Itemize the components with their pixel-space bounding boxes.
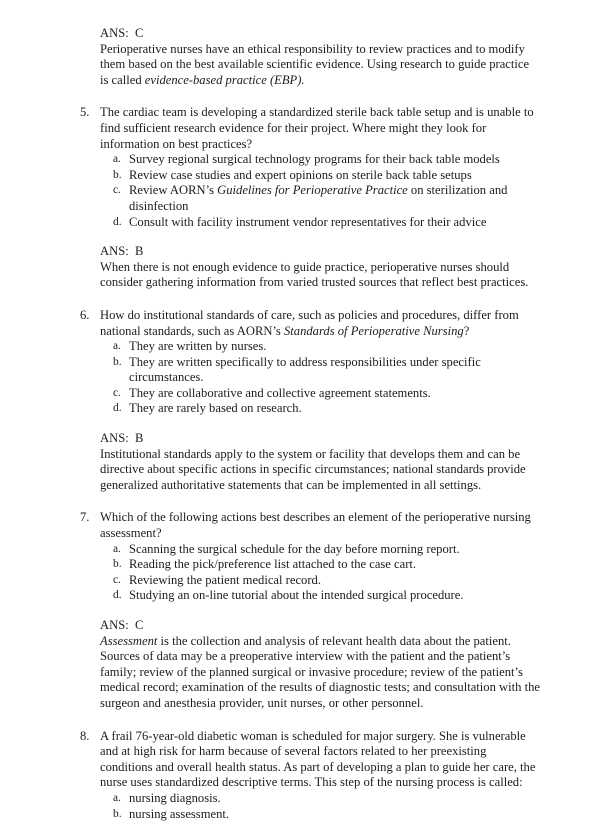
answer-option[interactable] (113, 542, 540, 558)
option-text (129, 542, 540, 558)
answer-option[interactable] (113, 557, 540, 573)
question-stem (100, 308, 540, 339)
page-content (78, 26, 540, 822)
text-run: on sterilization and disinfection (129, 183, 508, 213)
question-item (78, 308, 540, 494)
text-run: How do institutional standards of care, such as policies and procedures, differ from national standards, such as AORN’s (100, 307, 519, 338)
answer-block (100, 244, 540, 291)
italic-text-run: evidence-based practice (EBP). (144, 72, 305, 87)
option-text (129, 401, 540, 417)
text-run: Perioperative nurses have an ethical responsibility to review practices and to modify them based on the best available scientific evidence. Using research to guide practice is called (100, 41, 530, 87)
answer-key-label: ANS: C (100, 618, 144, 632)
option-letter: a. (113, 542, 121, 555)
answer-option[interactable] (113, 573, 540, 589)
text-run: They are rarely based on research. (129, 401, 302, 416)
question-number: 5. (80, 105, 90, 120)
option-text (129, 791, 540, 807)
option-letter: a. (113, 153, 121, 166)
option-letter: a. (113, 791, 121, 804)
text-run: Review case studies and expert opinions on sterile back table setups (129, 167, 472, 182)
option-letter: d. (113, 589, 122, 602)
text-run: They are written by nurses. (129, 339, 267, 354)
text-run: Reading the pick/preference list attached to the case cart. (129, 557, 417, 572)
answer-options-list (113, 152, 540, 230)
text-run: Survey regional surgical technology programs for their back table models (129, 152, 500, 167)
question-header (78, 510, 540, 541)
question-stem (100, 510, 540, 541)
option-text (129, 152, 540, 168)
answer-block (100, 431, 540, 493)
option-letter: b. (113, 168, 122, 181)
answer-block (100, 26, 540, 88)
question-item (78, 105, 540, 291)
answer-rationale (100, 634, 540, 712)
option-text (129, 386, 540, 402)
text-run: Reviewing the patient medical record. (129, 572, 321, 587)
option-letter: b. (113, 355, 122, 368)
text-run: is the collection and analysis of relevant health data about the patient. Sources of data may be a preoperative interview with the patient and the patient’s family; review of the planned surgical or invasive procedure; review of the patient’s medical record; examination of the results of diagnostic tests; and consultation with the surgeon and anesthesia provider, unit nurses, or other personnel. (100, 633, 540, 710)
option-letter: c. (113, 573, 121, 586)
answer-option[interactable] (113, 152, 540, 168)
text-run: Review AORN’s (129, 183, 218, 198)
answer-key-label: ANS: B (100, 244, 144, 259)
question-header (78, 729, 540, 791)
question-header (78, 105, 540, 152)
option-text (129, 339, 540, 355)
option-letter: a. (113, 340, 121, 353)
option-text (129, 573, 540, 589)
answer-options-list (113, 791, 540, 822)
answer-option[interactable] (113, 183, 540, 214)
text-run: When there is not enough evidence to guide practice, perioperative nurses should consider gathering information from varied trusted sources that reflect best practices. (100, 259, 529, 290)
answer-option[interactable] (113, 588, 540, 604)
option-letter: b. (113, 807, 122, 820)
answer-option[interactable] (113, 386, 540, 402)
option-text (129, 215, 540, 231)
italic-text-run: Guidelines for Perioperative Practice (217, 183, 408, 198)
answer-rationale (100, 42, 540, 89)
italic-text-run: Standards of Perioperative Nursing (284, 323, 464, 338)
answer-key-label: ANS: C (100, 26, 144, 40)
answer-option[interactable] (113, 168, 540, 184)
answer-option[interactable] (113, 401, 540, 417)
answer-option[interactable] (113, 807, 540, 822)
text-run: nursing diagnosis. (129, 790, 221, 805)
answer-options-list (113, 339, 540, 417)
option-letter: b. (113, 558, 122, 571)
text-run: Scanning the surgical schedule for the day before morning report. (129, 541, 460, 556)
question-header (78, 308, 540, 339)
answer-key-label: ANS: B (100, 431, 144, 446)
italic-text-run: Assessment (100, 633, 158, 648)
text-run: Which of the following actions best describes an element of the perioperative nursing assessment? (100, 510, 531, 541)
text-run: The cardiac team is developing a standardized sterile back table setup and is unable to find sufficient research evidence for their project. Where might they look for information on best practices? (100, 105, 534, 151)
option-text (129, 588, 540, 604)
text-run: ? (463, 323, 470, 338)
question-item (78, 729, 540, 822)
question-number: 8. (80, 728, 90, 743)
option-letter: c. (113, 386, 121, 399)
question-stem (100, 729, 540, 791)
answer-options-list (113, 542, 540, 604)
answer-block (100, 618, 540, 712)
text-run: Studying an on-line tutorial about the intended surgical procedure. (129, 588, 464, 603)
option-letter: d. (113, 402, 122, 415)
option-text (129, 168, 540, 184)
answer-option[interactable] (113, 339, 540, 355)
text-run: nursing assessment. (129, 806, 230, 821)
question-stem (100, 105, 540, 152)
answer-option[interactable] (113, 791, 540, 807)
option-letter: c. (113, 184, 121, 197)
answer-rationale (100, 447, 540, 494)
text-run: Consult with facility instrument vendor representatives for their advice (129, 214, 487, 229)
text-run: They are written specifically to address responsibilities under specific circumstances. (129, 354, 481, 385)
answer-option[interactable] (113, 215, 540, 231)
option-text (129, 183, 540, 214)
question-number: 6. (80, 307, 90, 322)
answer-rationale (100, 260, 540, 291)
text-run: Institutional standards apply to the system or facility that develops them and can be directive about specific actions in specific circumstances; national standards provide generalized authoritative statements that can be implemented in all settings. (100, 446, 526, 492)
answer-option[interactable] (113, 355, 540, 386)
option-text (129, 557, 540, 573)
question-number: 7. (80, 510, 90, 525)
option-text (129, 807, 540, 822)
option-text (129, 355, 540, 386)
text-run: A frail 76-year-old diabetic woman is scheduled for major surgery. She is vulnerable and at high risk for harm because of several factors related to her preexisting conditions and overall health status. As part of developing a plan to guide her care, the nurse uses standardized descriptive terms. This step of the nursing process is called: (100, 728, 536, 790)
option-letter: d. (113, 215, 122, 228)
text-run: They are collaborative and collective agreement statements. (129, 385, 431, 400)
question-item (78, 510, 540, 711)
